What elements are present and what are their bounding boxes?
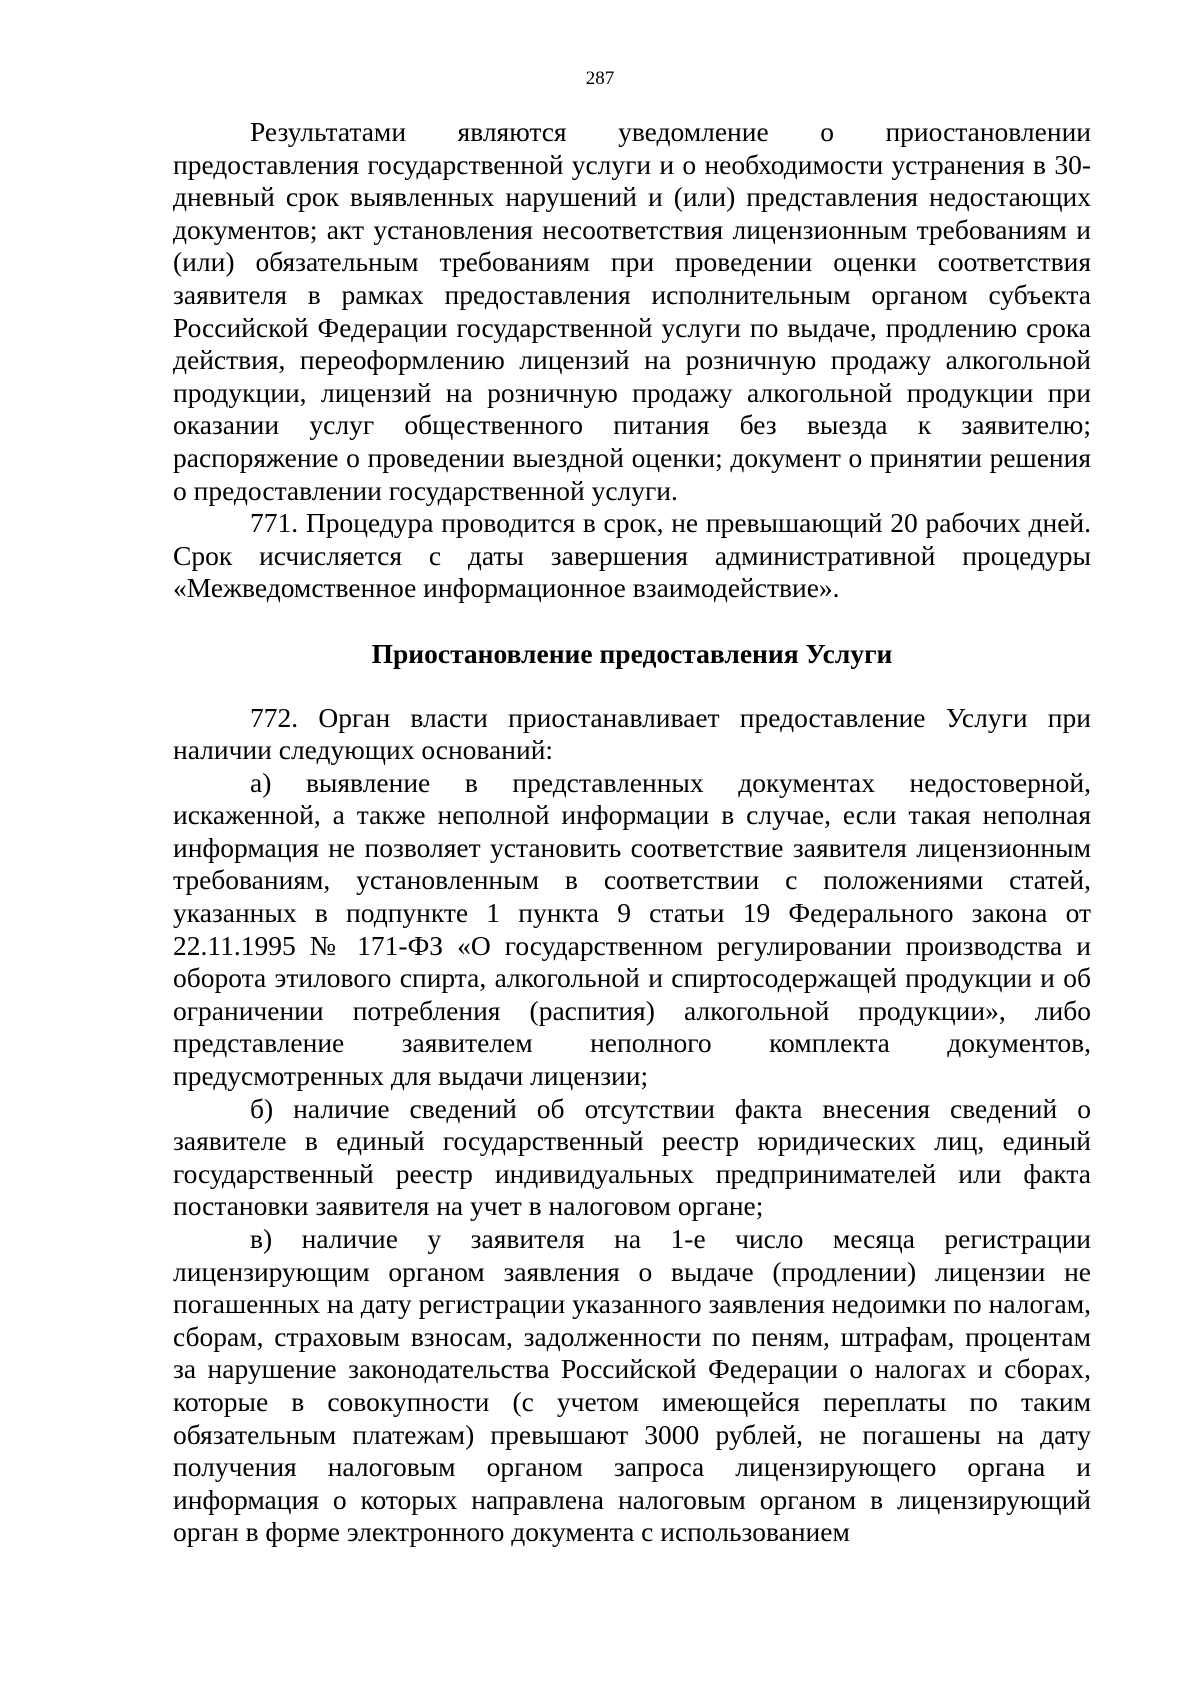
paragraph-results: Результатами являются уведомление о приостановлении предоставления государственной услуги и о необходимости устранения в 30-дневный срок выявленных нарушений и (или) представления недостающих документов; акт установления несоответствия лицензионным требованиям и (или) обязательным требованиям при проведении оценки соответствия заявителя в рамках предоставления исполнительным органом субъекта Российской Федерации государственной услуги по выдаче, продлению срока действия, переоформлению лицензий на розничную продажу алкогольной продукции, лицензий на розничную продажу алкогольной продукции при оказании услуг общественного питания без выезда к заявителю; распоряжение о проведении выездной оценки; документ о принятии решения о предоставлении государственной услуги.: [173, 116, 1091, 506]
document-body: [173, 116, 1091, 1549]
paragraph-772-b: б) наличие сведений об отсутствии факта внесения сведений о заявителе в единый государственный реестр юридических лиц, единый государственный реестр индивидуальных предпринимателей или факта постановки заявителя на учет в налоговом органе;: [173, 1092, 1091, 1222]
section-heading: Приостановление предоставления Услуги: [371, 637, 893, 669]
paragraph-772-a: а) выявление в представленных документах недостоверной, искаженной, а также неполной информации в случае, если такая неполная информация не позволяет установить соответствие заявителя лицензионным требованиям, установленным в соответствии с положениями статей, указанных в подпункте 1 пункта 9 статьи 19 Федерального закона от 22.11.1995 № 171-ФЗ «О государственном регулировании производства и оборота этилового спирта, алкогольной и спиртосодержащей продукции и об ограничении потребления (распития) алкогольной продукции», либо представление заявителем неполного комплекта документов, предусмотренных для выдачи лицензии;: [173, 766, 1091, 1092]
page-number: 287: [585, 68, 615, 89]
paragraph-772: 772. Орган власти приостанавливает предоставление Услуги при наличии следующих оснований:: [173, 701, 1091, 766]
paragraph-772-v: в) наличие у заявителя на 1-е число месяца регистрации лицензирующим органом заявления о выдаче (продлении) лицензии не погашенных на дату регистрации указанного заявления недоимки по налогам, сборам, страховым взносам, задолженности по пеням, штрафам, процентам за нарушение законодательства Российской Федерации о налогах и сборах, которые в совокупности (с учетом имеющейся переплаты по таким обязательным платежам) превышают 3000 рублей, не погашены на дату получения налоговым органом запроса лицензирующего органа и информация о которых направлена налоговым органом в лицензирующий орган в форме электронного документа с использованием: [173, 1223, 1091, 1548]
paragraph-771: 771. Процедура проводится в срок, не превышающий 20 рабочих дней. Срок исчисляется с даты завершения административной процедуры «Межведомственное информационное взаимодействие».: [173, 507, 1091, 604]
